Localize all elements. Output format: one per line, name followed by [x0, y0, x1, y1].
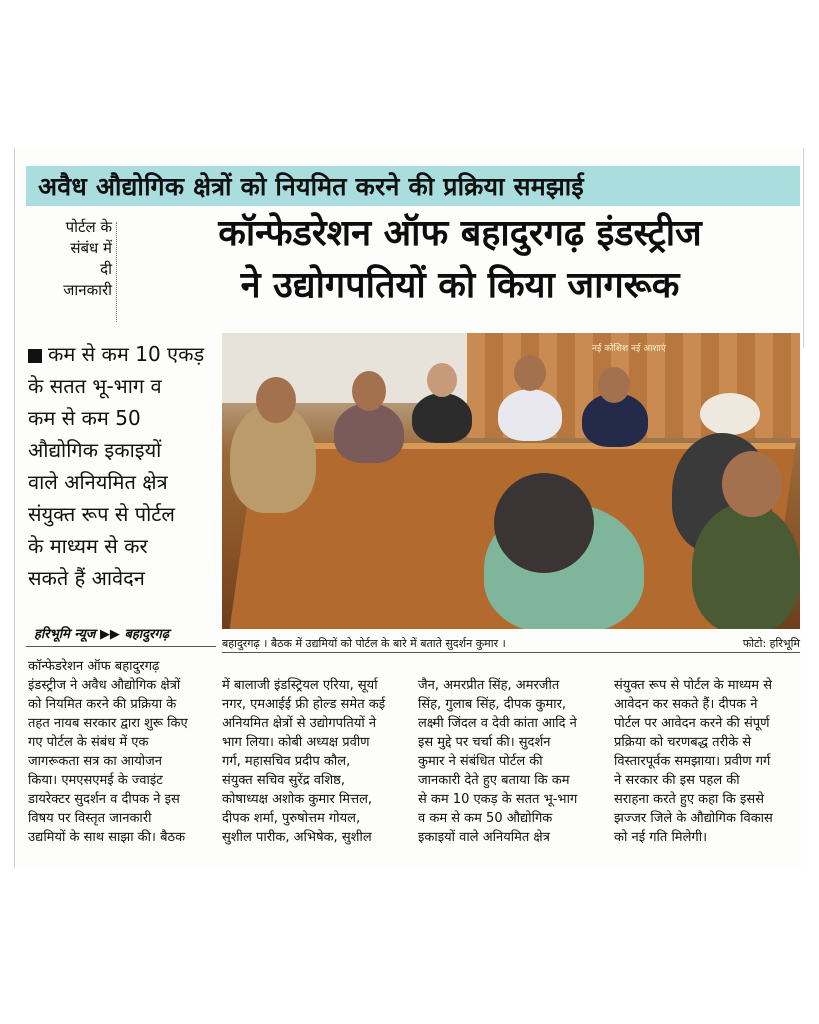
- headline: [120, 208, 800, 312]
- body-column-2: में बालाजी इंडस्ट्रियल एरिया, सूर्या नगर, एमआईई फ्री होल्ड समेत कई अनियमित क्षेत्रों से उद्योगपतियों ने भाग लिया। कोबी अध्यक्ष प्रवीण गर्ग, महासचिव प्रदीप कौल, संयुक्त सचिव सुरेंद्र वशिष्ठ, कोषाध्यक्ष अशोक कुमार मित्तल, दीपक शर्मा, पुरुषोत्तम गोयल, सुशील पारीक, अभिषेक, सुशील: [222, 678, 386, 845]
- headline-line: कॉन्फेडरेशन ऑफ बहादुरगढ़ इंडस्ट्रीज: [218, 213, 702, 254]
- highlight-line: के माध्यम से कर: [28, 534, 148, 558]
- kicker-text: अवैध औद्योगिक क्षेत्रों को नियमित करने की प्रक्रिया समझाई: [38, 172, 584, 201]
- highlight-line: सकते हैं आवेदन: [28, 566, 145, 590]
- person-figure: [692, 503, 800, 629]
- person-figure: [498, 389, 562, 441]
- turban: [700, 393, 760, 435]
- highlight-line: कम से कम 50: [28, 406, 141, 430]
- person-head: [427, 363, 457, 397]
- person-figure: [412, 393, 472, 443]
- highlight-line: वाले अनियमित क्षेत्र: [28, 470, 168, 494]
- caption-text: बहादुरगढ़ । बैठक में उद्यमियों को पोर्टल के बारे में बताते सुदर्शन कुमार ।: [222, 637, 506, 650]
- person-head: [514, 355, 546, 391]
- body-column-3: जैन, अमरप्रीत सिंह, अमरजीत सिंह, गुलाब सिंह, दीपक कुमार, लक्ष्मी जिंदल व देवी कांता आदि ने इस मुद्दे पर चर्चा की। सुदर्शन कुमार ने संबंधित पोर्टल की जानकारी देते हुए बताया कि कम से कम 10 एकड़ के सतत भू-भाग व कम से कम 50 औद्योगिक इकाइयों वाले अनियमित क्षेत्र: [418, 678, 578, 845]
- person-head: [352, 371, 386, 411]
- side-label-line: पोर्टल के: [65, 218, 112, 236]
- photo-caption: [222, 636, 800, 651]
- side-label: [28, 217, 112, 301]
- byline-rule: [26, 646, 216, 647]
- body-column-4: संयुक्त रूप से पोर्टल के माध्यम से आवेदन कर सकते हैं। दीपक ने पोर्टल पर आवेदन करने की संपूर्ण प्रक्रिया को चरणबद्ध तरीके से विस्तारपूर्वक समझाया। प्रवीण गर्ग ने सरकार की इस पहल की सराहना करते हुए कहा कि इससे झज्जर जिले के औद्योगिक विकास को नई गति मिलेगी।: [614, 678, 773, 845]
- side-divider: [116, 222, 118, 322]
- clipping-left-edge: [14, 148, 15, 868]
- person-figure: [334, 403, 404, 463]
- person-head: [256, 377, 296, 423]
- caption-rule: [222, 652, 800, 653]
- meeting-photo: [222, 333, 800, 629]
- highlight-line: संयुक्त रूप से पोर्टल: [28, 502, 175, 526]
- byline: हरिभूमि न्यूज ▶▶ बहादुरगढ़: [34, 627, 170, 642]
- side-label-line: दी: [100, 260, 112, 278]
- photo-tag: नई कोशिश नई आशाएं: [592, 344, 666, 354]
- headline-line: ने उद्योगपतियों को किया जागरूक: [240, 265, 680, 306]
- clipping-right-edge: [803, 148, 804, 348]
- side-label-line: जानकारी: [63, 281, 112, 299]
- highlight-line: औद्योगिक इकाइयों: [28, 438, 162, 462]
- person-head: [598, 367, 630, 403]
- highlight-line: कम से कम 10 एकड़: [28, 338, 218, 370]
- person-head: [722, 451, 782, 517]
- square-bullet-icon: [28, 349, 42, 363]
- highlight-box: [28, 338, 218, 594]
- photo-credit: फोटो: हरिभूमि: [742, 637, 800, 650]
- side-label-line: संबंध में: [70, 239, 112, 257]
- highlight-line: के सतत भू-भाग व: [28, 374, 162, 398]
- body-column-1: कॉन्फेडरेशन ऑफ बहादुरगढ़ इंडस्ट्रीज ने अवैध औद्योगिक क्षेत्रों को नियमित करने की प्रक्रिया के तहत नायब सरकार द्वारा शुरू किए गए पोर्टल के संबंध में एक जागरूकता सत्र का आयोजन किया। एमएसएमई के ज्वाइंट डायरेक्टर सुदर्शन व दीपक ने इस विषय पर विस्तृत जानकारी उद्यमियों के साथ साझा की। बैठक: [28, 659, 188, 845]
- person-head: [494, 473, 594, 573]
- kicker-banner: [26, 166, 800, 206]
